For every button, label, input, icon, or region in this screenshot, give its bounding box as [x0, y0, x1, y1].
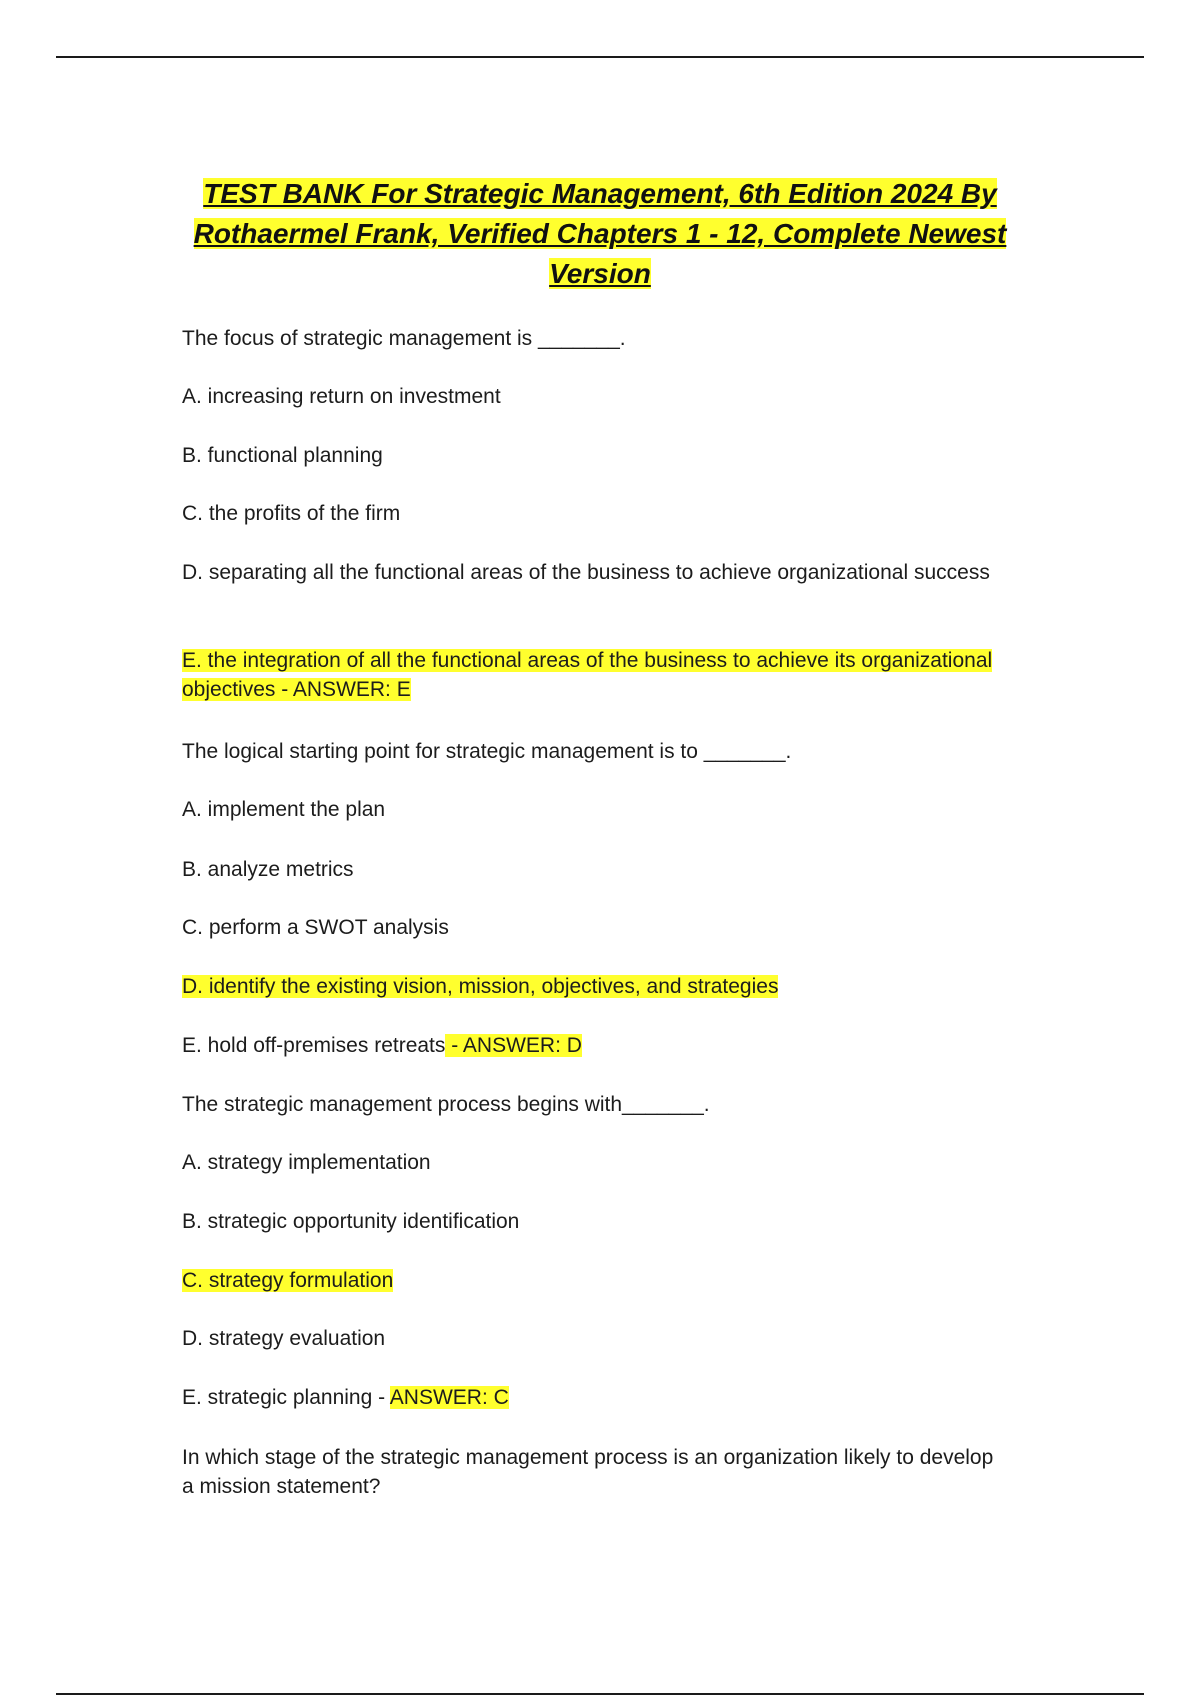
- q3-option-b: B. strategic opportunity identification: [182, 1210, 520, 1233]
- bottom-rule: [56, 1693, 1144, 1695]
- q1-option-e-answer: [182, 646, 1002, 704]
- title-text: TEST BANK For Strategic Management, 6th Edition 2024 By Rothaermel Frank, Verified Chapters 1 - 12, Complete Newest Version: [193, 178, 1007, 289]
- q3-option-e: [182, 1383, 1002, 1412]
- question-3: The strategic management process begins with_______.: [182, 1093, 710, 1116]
- q1-option-c: C. the profits of the firm: [182, 502, 401, 525]
- document-title: [150, 174, 1050, 294]
- q2-option-e-text: E. hold off-premises retreats: [182, 1034, 446, 1057]
- top-rule: [56, 56, 1144, 58]
- q3-option-a: A. strategy implementation: [182, 1151, 431, 1174]
- q2-answer-highlight: - ANSWER: D: [445, 1034, 582, 1057]
- q3-option-e-text: E. strategic planning -: [182, 1386, 390, 1409]
- q1-option-d: D. separating all the functional areas of the business to achieve organizational success: [182, 561, 990, 584]
- question-1: The focus of strategic management is _______.: [182, 327, 626, 350]
- q3-option-d: D. strategy evaluation: [182, 1327, 386, 1350]
- q3-correct-highlight: C. strategy formulation: [182, 1269, 394, 1292]
- question-4: In which stage of the strategic management process is an organization likely to develop a mission statement?: [182, 1446, 994, 1498]
- q2-option-b: B. analyze metrics: [182, 858, 354, 881]
- q2-option-a: A. implement the plan: [182, 798, 386, 821]
- q3-answer-highlight: ANSWER: C: [389, 1386, 509, 1409]
- question-2: The logical starting point for strategic management is to _______.: [182, 740, 792, 763]
- q3-option-c: [182, 1266, 1002, 1295]
- q2-option-c: C. perform a SWOT analysis: [182, 916, 449, 939]
- q1-option-a: A. increasing return on investment: [182, 385, 501, 408]
- q1-option-b: B. functional planning: [182, 444, 383, 467]
- q2-correct-highlight: D. identify the existing vision, mission, objectives, and strategies: [182, 975, 779, 998]
- q2-option-d: [182, 972, 1002, 1001]
- q2-option-e: [182, 1031, 1002, 1060]
- q1-answer-highlight: E. the integration of all the functional areas of the business to achieve its organizational objectives - ANSWER: E: [182, 649, 993, 701]
